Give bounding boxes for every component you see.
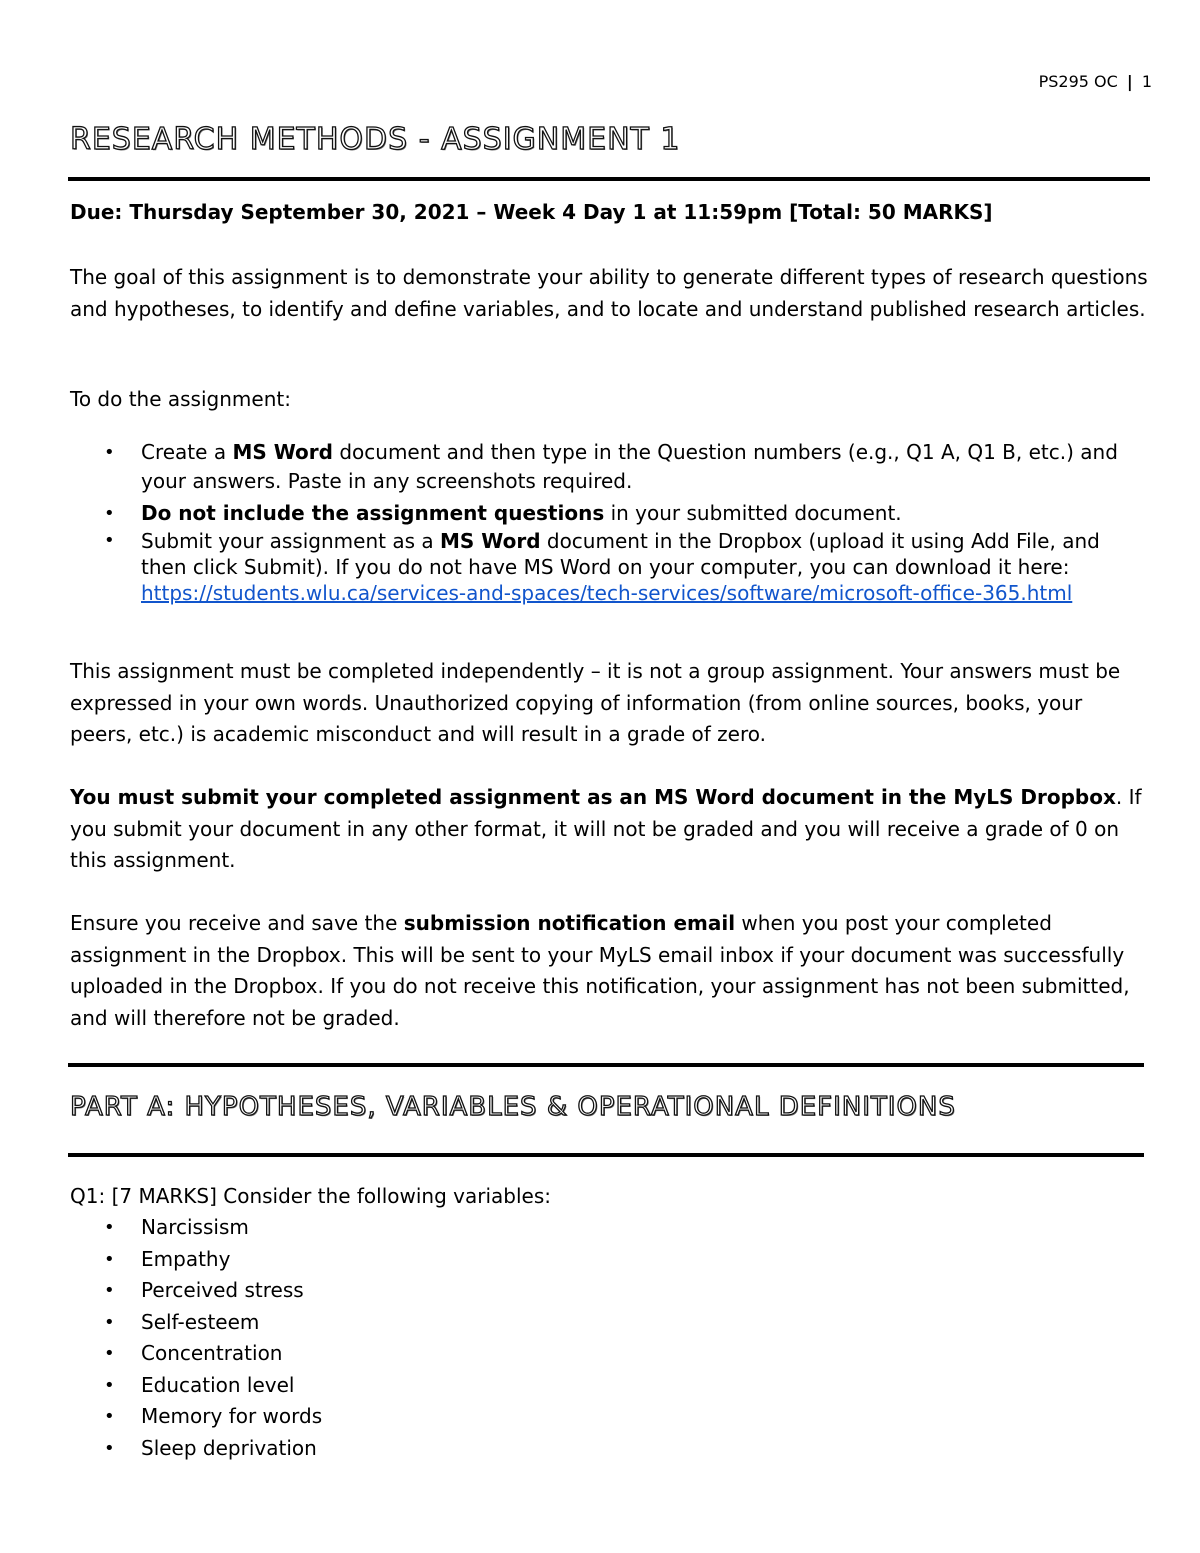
section-divider-bottom [68,1153,1144,1157]
intro-paragraph: The goal of this assignment is to demonstrate your ability to generate different types of research questions and hypotheses, to identify and define variables, and to locate and understand published research articles. [70,265,1148,321]
instruction-text: Create a [141,440,233,464]
variable-item: • Memory for words [70,1401,1150,1433]
notification-text: when you post your completed assignment in the Dropbox. This will be sent to your MyLS email inbox if your document was successfully uploaded in the Dropbox. If you do not receive this notification, your assignment has not been submitted, and will therefore not be graded. [70,911,1130,1030]
submission-format-paragraph [70,782,1150,877]
office365-download-link[interactable]: https://students.wlu.ca/services-and-spaces/tech-services/software/microsoft-office-365.html [141,581,1073,605]
submission-format-emphasis: You must submit your completed assignment as an MS Word document in the MyLS Dropbox [70,785,1116,809]
document-title: RESEARCH METHODS - ASSIGNMENT 1 [70,122,681,157]
submission-format-text: . If you submit your document in any other format, it will not be graded and you will receive a grade of 0 on this assignment. [70,785,1142,872]
instructions-list [70,438,1150,606]
variable-item: • Self-esteem [70,1307,1150,1339]
instruction-item [70,528,1150,606]
notification-emphasis: submission notification email [403,911,736,935]
variable-item: • Empathy [70,1244,1150,1276]
variable-item: • Perceived stress [70,1275,1150,1307]
due-date-line: Due: Thursday September 30, 2021 – Week 4 Day 1 at 11:59pm [Total: 50 MARKS] [70,200,993,224]
variable-item: • Narcissism [70,1212,1150,1244]
notification-paragraph [70,908,1150,1034]
title-divider [68,177,1150,181]
instruction-emphasis: MS Word [232,440,333,464]
header-separator: | [1126,72,1133,91]
part-a-title: PART A: HYPOTHESES, VARIABLES & OPERATIONAL DEFINITIONS [70,1092,956,1122]
page-number: 1 [1141,72,1152,91]
notification-text: Ensure you receive and save the [70,911,404,935]
variable-item: • Concentration [70,1338,1150,1370]
instruction-item [70,438,1150,496]
instruction-text: in your submitted document. [604,501,902,525]
instruction-text: Submit your assignment as a [141,529,440,553]
instruction-item [70,499,1150,528]
todo-label: To do the assignment: [70,387,291,411]
instruction-emphasis: Do not include the assignment questions [141,501,605,525]
instruction-text: document and then type in the Question numbers (e.g., Q1 A, Q1 B, etc.) and your answers. Paste in any screenshots required. [141,440,1118,493]
instruction-emphasis: MS Word [439,529,541,553]
instruction-text: document in the Dropbox (upload it using Add File, and then click Submit). If you do not have MS Word on your computer, you can download it here: [141,529,1100,579]
section-divider-top [68,1063,1144,1067]
page-header [1039,72,1152,91]
q1-prompt: Q1: [7 MARKS] Consider the following variables: [70,1184,551,1208]
variable-item: • Education level [70,1370,1150,1402]
independence-paragraph: This assignment must be completed independently – it is not a group assignment. Your answers must be expressed in your own words. Unauthorized copying of information (from online sources, books, your peers, etc.) is academic misconduct and will result in a grade of zero. [70,659,1121,746]
course-code: PS295 OC [1038,72,1118,91]
variable-item: • Sleep deprivation [70,1433,1150,1465]
variables-list [70,1212,1150,1464]
